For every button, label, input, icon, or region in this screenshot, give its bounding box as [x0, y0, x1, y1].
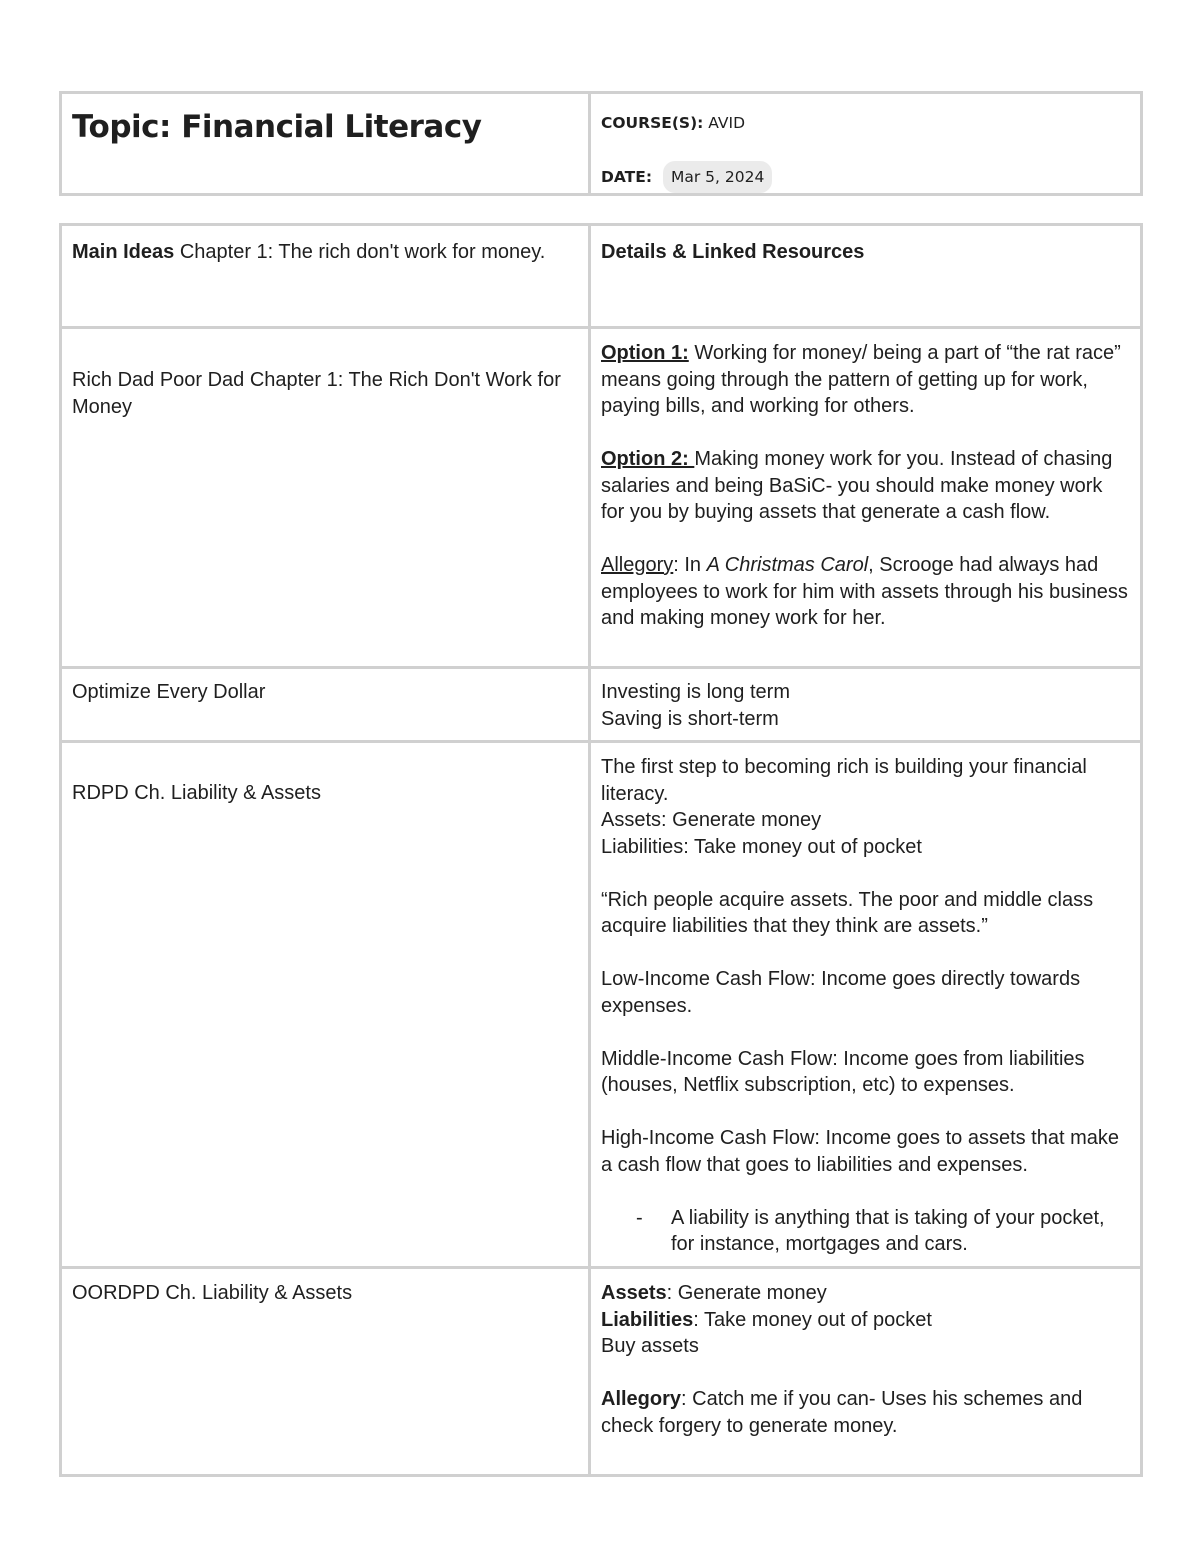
main-ideas-text: Chapter 1: The rich don't work for money. — [174, 241, 546, 263]
date-label: DATE: — [601, 167, 653, 186]
main-ideas-label: Main Ideas — [72, 241, 175, 263]
course-line — [601, 110, 1130, 137]
liabilities-line: Liabilities: Take money out of pocket — [601, 1308, 932, 1331]
middle-income-line: Middle-Income Cash Flow: Income goes from liabilities (houses, Netflix subscription, etc) to expenses. — [601, 1047, 1085, 1096]
course-value: AVID — [708, 114, 746, 132]
buy-assets-line: Buy assets — [601, 1335, 699, 1357]
allegory-book-title: A Christmas Carol — [706, 554, 869, 576]
details-header-cell — [590, 225, 1142, 328]
idea-text: Rich Dad Poor Dad Chapter 1: The Rich Don't Work for Money — [72, 369, 561, 418]
quote-line: “Rich people acquire assets. The poor and middle class acquire liabilities that they think are assets.” — [601, 888, 1094, 937]
liabilities-line: Liabilities: Take money out of pocket — [601, 835, 922, 858]
intro-line: The first step to becoming rich is building your financial literacy. — [601, 756, 1087, 805]
header-table — [59, 91, 1143, 196]
idea-text: OORDPD Ch. Liability & Assets — [72, 1282, 353, 1304]
idea-cell-rdpd-ch1 — [61, 328, 590, 668]
low-income-line: Low-Income Cash Flow: Income goes directly towards expenses. — [601, 968, 1081, 1017]
idea-cell-optimize — [61, 668, 590, 742]
details-cell-oordpd — [590, 1268, 1142, 1476]
details-cell-optimize — [590, 668, 1142, 742]
details-cell-rdpd-liability — [590, 742, 1142, 1268]
topic-cell — [61, 93, 590, 195]
idea-text: Optimize Every Dollar — [72, 681, 266, 703]
assets-line: Assets: Generate money — [601, 809, 822, 831]
allegory-paragraph: Allegory: Catch me if you can- Uses his schemes and check forgery to generate money. — [601, 1388, 1083, 1437]
allegory-paragraph: Allegory: In A Christmas Carol, Scrooge had always had employees to work for him with assets through his business and making money work for her. — [601, 554, 1128, 629]
list-item: - A liability is anything that is taking of your pocket, for instance, mortgages and cars. — [601, 1205, 1130, 1258]
date-chip[interactable]: Mar 5, 2024 — [663, 161, 772, 194]
topic-title: Topic: Financial Literacy — [72, 109, 482, 145]
liability-list — [601, 1205, 1130, 1258]
details-cell-rdpd-ch1 — [590, 328, 1142, 668]
idea-cell-oordpd — [61, 1268, 590, 1476]
date-line — [601, 161, 1130, 194]
course-label: COURSE(S): — [601, 114, 704, 132]
high-income-line: High-Income Cash Flow: Income goes to assets that make a cash flow that goes to liabilities and expenses. — [601, 1127, 1120, 1176]
notes-table — [59, 223, 1143, 1477]
option2-paragraph: Option 2: Making money work for you. Instead of chasing salaries and being BaSiC- you should make money work for you by buying assets that generate a cash flow. — [601, 448, 1113, 523]
option1-label: Option 1: — [601, 342, 689, 364]
idea-cell-rdpd-liability — [61, 742, 590, 1268]
course-date-cell — [590, 93, 1142, 195]
allegory-label: Allegory — [601, 554, 674, 576]
idea-text: RDPD Ch. Liability & Assets — [72, 782, 321, 804]
investing-line: Investing is long term — [601, 681, 790, 703]
main-ideas-header-cell — [61, 225, 590, 328]
option2-label: Option 2: — [601, 448, 695, 470]
option1-paragraph: Option 1: Working for money/ being a part of “the rat race” means going through the pattern of getting up for work, paying bills, and working for others. — [601, 342, 1121, 417]
details-header: Details & Linked Resources — [601, 241, 865, 263]
assets-line: Assets: Generate money — [601, 1282, 827, 1304]
saving-line: Saving is short-term — [601, 707, 779, 730]
